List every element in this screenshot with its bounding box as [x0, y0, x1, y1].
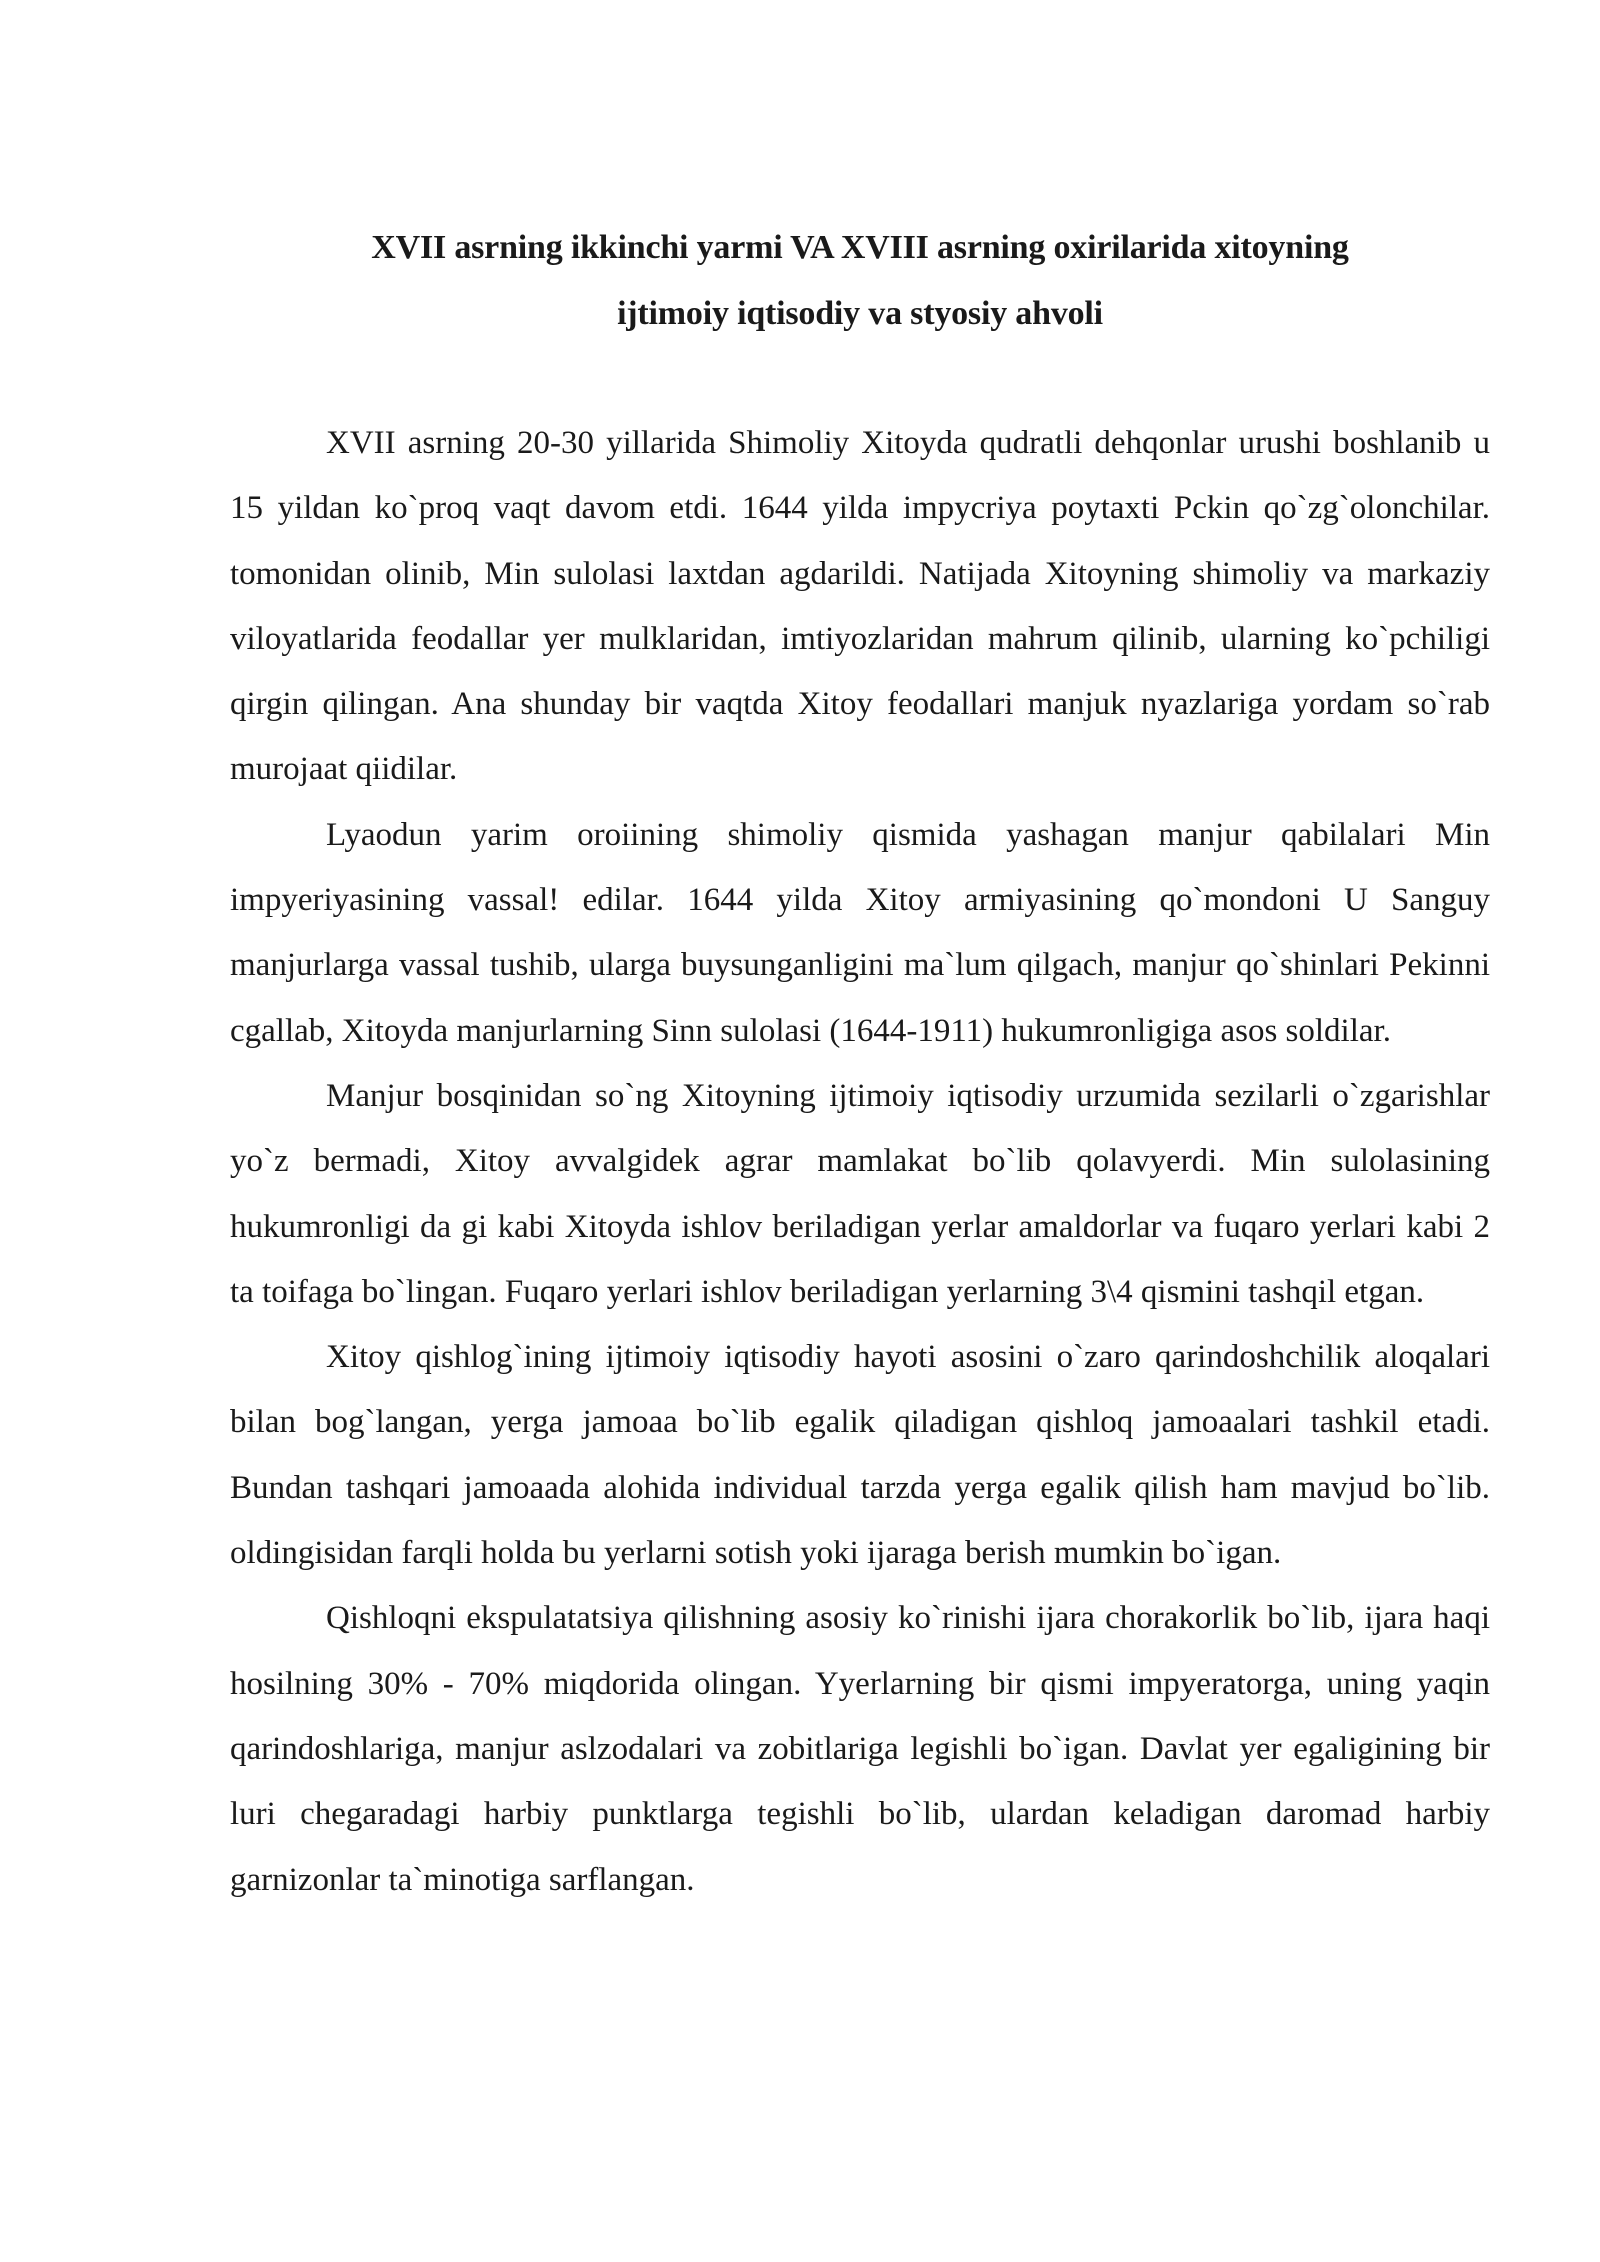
title-line-1: XVII asrning ikkinchi yarmi VA XVIII asrning oxirilarida xitoyning	[371, 229, 1349, 266]
title-line-2: ijtimoiy iqtisodiy va styosiy ahvoli	[617, 295, 1103, 332]
paragraph-4: Xitoy qishlog`ining ijtimoiy iqtisodiy hayoti asosini o`zaro qarindoshchilik aloqalari bilan bog`langan, yerga jamoaa bo`lib egalik qiladigan qishloq jamoaalari tashkil etadi. Bundan tashqari jamoaada alohida individual tarzda yerga egalik qilish ham mavjud bo`lib. oldingisidan farqli holda bu yerlarni sotish yoki ijaraga berish mumkin bo`igan.	[230, 1339, 1490, 1572]
paragraph-5: Qishloqni ekspulatatsiya qilishning asosiy ko`rinishi ijara chorakorlik bo`lib, ijara haqi hosilning 30% - 70% miqdorida olingan. Yyerlarning bir qismi impyeratorga, uning yaqin qarindoshlariga, manjur aslzodalari va zobitlariga legishli bo`igan. Davlat yer egaligining bir luri chegaradagi harbiy punktlarga tegishli bo`lib, ulardan keladigan daromad harbiy garnizonlar ta`minotiga sarflangan.	[230, 1600, 1490, 1898]
paragraph-1: XVII asrning 20-30 yillarida Shimoliy Xitoyda qudratli dehqonlar urushi boshlanib u 15 yildan ko`proq vaqt davom etdi. 1644 yilda impycriya poytaxti Pckin qo`zg`olonchilar. tomonidan olinib, Min sulolasi laxtdan agdarildi. Natijada Xitoyning shimoliy va markaziy viloyatlarida feodallar yer mulklaridan, imtiyozlaridan mahrum qilinib, ularning ko`pchiligi qirgin qilingan. Ana shunday bir vaqtda Xitoy feodallari manjuk nyazlariga yordam so`rab murojaat qiidilar.	[230, 425, 1490, 788]
paragraph-2: Lyaodun yarim oroiining shimoliy qismida yashagan manjur qabilalari Min impyeriyasining vassal! edilar. 1644 yilda Xitoy armiyasining qo`mondoni U Sanguy manjurlarga vassal tushib, ularga buysunganligini ma`lum qilgach, manjur qo`shinlari Pekinni cgallab, Xitoyda manjurlarning Sinn sulolasi (1644-1911) hukumronligiga asos soldilar.	[230, 816, 1490, 1049]
document-title	[230, 215, 1490, 347]
paragraph-3: Manjur bosqinidan so`ng Xitoyning ijtimoiy iqtisodiy urzumida sezilarli o`zgarishlar yo`z bermadi, Xitoy avvalgidek agrar mamlakat bo`lib qolavyerdi. Min sulolasining hukumronligi da gi kabi Xitoyda ishlov beriladigan yerlar amaldorlar va fuqaro yerlari kabi 2 ta toifaga bo`lingan. Fuqaro yerlari ishlov beriladigan yerlarning 3\4 qismini tashqil etgan.	[230, 1077, 1490, 1310]
document-body	[230, 411, 1490, 1913]
